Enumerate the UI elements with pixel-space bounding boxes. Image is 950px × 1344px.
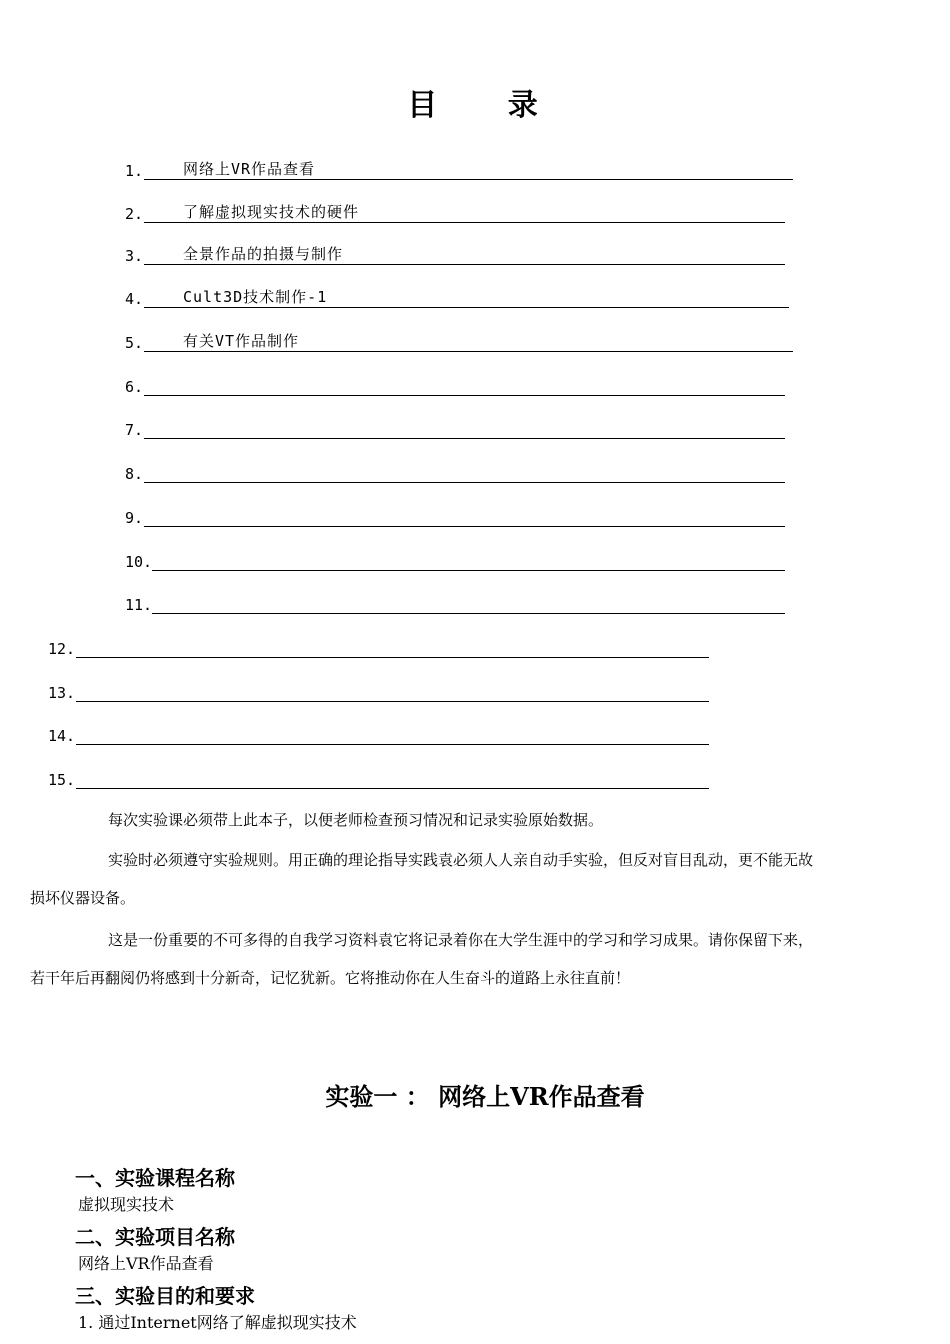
- note-paragraph: [30, 926, 940, 992]
- toc-underline: [152, 592, 785, 614]
- toc-title: 了解虚拟现实技术的硬件: [183, 203, 360, 221]
- toc-number: 14.: [48, 727, 76, 745]
- toc-title: Cult3D技术制作-1: [183, 288, 328, 306]
- toc-underline: [144, 461, 785, 483]
- toc-item[interactable]: [125, 374, 785, 396]
- section-heading: 三、实验目的和要求: [75, 1284, 255, 1308]
- note-text: 实验时必须遵守实验规则。用正确的理论指导实践袁必须人人亲自动手实验，但反对盲目乱动，更不能无故: [108, 851, 814, 869]
- toc-underline: [76, 680, 709, 702]
- toc-item[interactable]: [125, 201, 785, 223]
- toc-underline: [76, 636, 709, 658]
- toc-item[interactable]: [125, 461, 785, 483]
- toc-number: 7.: [125, 421, 144, 439]
- toc-item[interactable]: [125, 158, 793, 180]
- section-heading: 二、实验项目名称: [75, 1225, 235, 1249]
- toc-number: 6.: [125, 378, 144, 396]
- toc-number: 13.: [48, 684, 76, 702]
- toc-number: 11.: [125, 596, 153, 614]
- note-text: 损坏仪器设备。: [30, 889, 136, 907]
- toc-number: 5.: [125, 334, 144, 352]
- toc-title: 网络上VR作品查看: [183, 160, 316, 178]
- note-text: 若干年后再翻阅仍将感到十分新奇，记忆犹新。它将推动你在人生奋斗的道路上永往直前！: [30, 969, 631, 987]
- toc-number: 8.: [125, 465, 144, 483]
- toc-item[interactable]: [48, 767, 709, 789]
- toc-title: 有关VT作品制作: [183, 332, 300, 350]
- note-text: 这是一份重要的不可多得的自我学习资料袁它将记录着你在大学生涯中的学习和学习成果。请你保留下来，: [108, 931, 814, 949]
- toc-underline: [144, 417, 785, 439]
- section-heading: 一、实验课程名称: [75, 1166, 235, 1190]
- toc-title: 全景作品的拍摄与制作: [183, 245, 344, 263]
- section-body: 1. 通过Internet网络了解虚拟现实技术: [78, 1313, 357, 1332]
- toc-underline: [152, 549, 785, 571]
- toc-number: 4.: [125, 290, 144, 308]
- toc-item[interactable]: [48, 636, 709, 658]
- note-paragraph: [30, 806, 940, 834]
- toc-item[interactable]: [125, 549, 785, 571]
- toc-underline: [76, 723, 709, 745]
- section-body: 虚拟现实技术: [78, 1195, 175, 1214]
- toc-number: 15.: [48, 771, 76, 789]
- toc-number: 12.: [48, 640, 76, 658]
- toc-item[interactable]: [125, 592, 785, 614]
- toc-number: 1.: [125, 162, 144, 180]
- toc-number: 10.: [125, 553, 153, 571]
- toc-item[interactable]: [125, 243, 785, 265]
- experiment-title: 实验一 ： 网络上VR作品查看: [325, 1082, 645, 1111]
- toc-item[interactable]: [48, 723, 709, 745]
- toc-item[interactable]: [125, 505, 785, 527]
- toc-item[interactable]: [48, 680, 709, 702]
- note-text: 每次实验课必须带上此本子，以便老师检查预习情况和记录实验原始数据。: [108, 811, 604, 829]
- toc-underline: [76, 767, 709, 789]
- page-title: 目 录: [407, 88, 568, 123]
- toc-number: 3.: [125, 247, 144, 265]
- section-body: 网络上VR作品查看: [78, 1254, 214, 1273]
- toc-item[interactable]: [125, 330, 793, 352]
- toc-number: 2.: [125, 205, 144, 223]
- note-paragraph: [30, 846, 940, 912]
- toc-item[interactable]: [125, 417, 785, 439]
- toc-underline: [144, 505, 785, 527]
- toc-underline: [144, 374, 785, 396]
- toc-item[interactable]: [125, 286, 789, 308]
- toc-number: 9.: [125, 509, 144, 527]
